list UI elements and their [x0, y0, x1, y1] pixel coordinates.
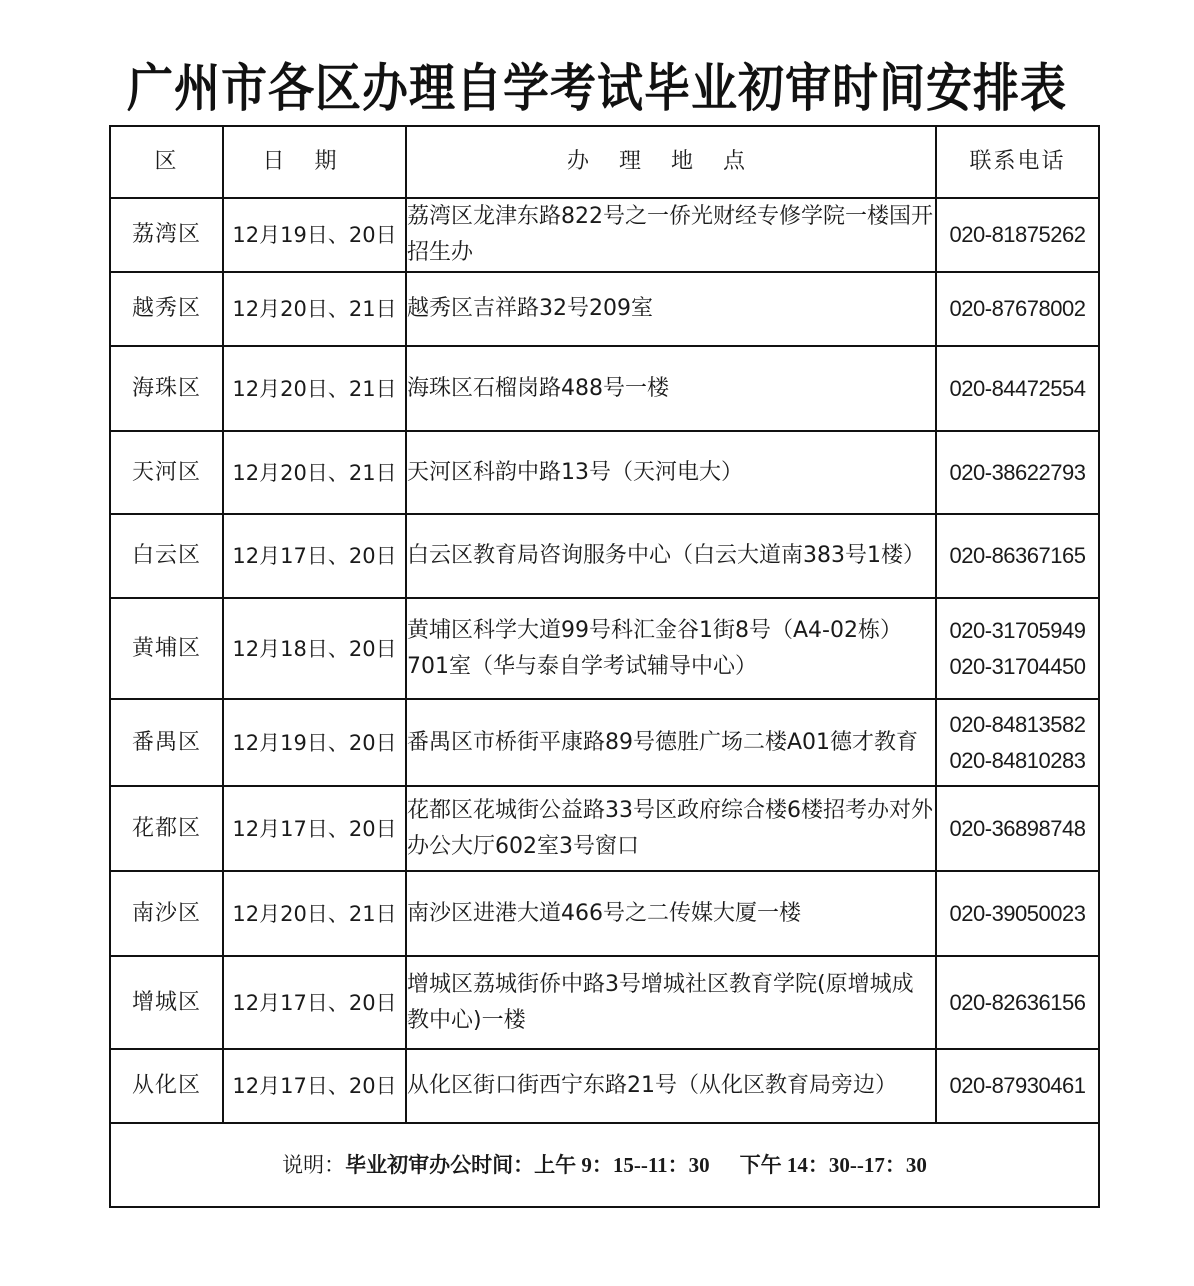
- location-cell: 天河区科韵中路13号（天河电大）: [406, 431, 936, 514]
- district-cell: 增城区: [110, 956, 223, 1049]
- date-cell: 12月17日、20日: [223, 786, 406, 871]
- table-row: [110, 346, 1099, 431]
- phone-cell: [936, 272, 1099, 346]
- phone-cell: [936, 346, 1099, 431]
- table-row: [110, 786, 1099, 871]
- location-cell: 南沙区进港大道466号之二传媒大厦一楼: [406, 871, 936, 956]
- phone-number: 020-87678002: [949, 296, 1086, 321]
- location-cell: 白云区教育局咨询服务中心（白云大道南383号1楼）: [406, 514, 936, 598]
- table-row: [110, 956, 1099, 1049]
- header-district: 区: [110, 126, 223, 198]
- location-cell: 花都区花城街公益路33号区政府综合楼6楼招考办对外办公大厅602室3号窗口: [406, 786, 936, 871]
- table-row: [110, 699, 1099, 786]
- office-hours-label: 毕业初审办公时间：: [345, 1153, 535, 1177]
- table-row: [110, 871, 1099, 956]
- phone-cell: [936, 956, 1099, 1049]
- location-cell: 荔湾区龙津东路822号之一侨光财经专修学院一楼国开招生办: [406, 198, 936, 272]
- table-row: [110, 272, 1099, 346]
- district-cell: 白云区: [110, 514, 223, 598]
- location-cell: 海珠区石榴岗路488号一楼: [406, 346, 936, 431]
- note-row: [110, 1123, 1099, 1207]
- header-date: 日期: [223, 126, 406, 198]
- phone-number: 020-36898748: [949, 815, 1086, 841]
- phone-number: 020-38622793: [949, 459, 1086, 485]
- district-cell: 南沙区: [110, 871, 223, 956]
- date-cell: 12月19日、20日: [223, 699, 406, 786]
- date-cell: 12月17日、20日: [223, 956, 406, 1049]
- table-row: [110, 198, 1099, 272]
- date-cell: 12月19日、20日: [223, 198, 406, 272]
- district-cell: 荔湾区: [110, 198, 223, 272]
- phone-cell: [936, 699, 1099, 786]
- phone-cell: [936, 871, 1099, 956]
- date-cell: 12月20日、21日: [223, 871, 406, 956]
- phone-number: 020-84810283: [949, 747, 1086, 773]
- district-cell: 海珠区: [110, 346, 223, 431]
- location-cell: 从化区街口街西宁东路21号（从化区教育局旁边）: [406, 1049, 936, 1123]
- phone-number: 020-86367165: [949, 543, 1086, 568]
- header-location: 办理地点: [406, 126, 936, 198]
- date-cell: 12月18日、20日: [223, 598, 406, 699]
- header-row: [110, 126, 1099, 198]
- district-cell: 越秀区: [110, 272, 223, 346]
- location-cell: 番禺区市桥街平康路89号德胜广场二楼A01德才教育: [406, 699, 936, 786]
- phone-cell: [936, 431, 1099, 514]
- location-cell: 黄埔区科学大道99号科汇金谷1街8号（A4-02栋）701室（华与泰自学考试辅导中心）: [406, 598, 936, 699]
- location-cell: 越秀区吉祥路32号209室: [406, 272, 936, 346]
- table-row: [110, 514, 1099, 598]
- date-cell: 12月20日、21日: [223, 272, 406, 346]
- date-cell: 12月20日、21日: [223, 346, 406, 431]
- table-row: [110, 1049, 1099, 1123]
- note-cell: [110, 1123, 1099, 1207]
- phone-number: 020-31704450: [949, 653, 1086, 679]
- district-cell: 从化区: [110, 1049, 223, 1123]
- table-row: [110, 598, 1099, 699]
- phone-cell: [936, 198, 1099, 272]
- phone-number: 020-39050023: [949, 900, 1086, 926]
- phone-number: 020-82636156: [949, 989, 1086, 1015]
- schedule-table: [109, 125, 1100, 1208]
- phone-number: 020-84472554: [949, 375, 1086, 401]
- district-cell: 番禺区: [110, 699, 223, 786]
- date-cell: 12月17日、20日: [223, 1049, 406, 1123]
- phone-number: 020-87930461: [949, 1073, 1086, 1098]
- phone-number: 020-81875262: [949, 222, 1086, 247]
- page-title: 广州市各区办理自学考试毕业初审时间安排表: [127, 58, 1067, 119]
- district-cell: 天河区: [110, 431, 223, 514]
- location-cell: 增城区荔城街侨中路3号增城社区教育学院(原增城成教中心)一楼: [406, 956, 936, 1049]
- date-cell: 12月17日、20日: [223, 514, 406, 598]
- phone-number: 020-84813582: [949, 711, 1086, 737]
- header-phone: 联系电话: [936, 126, 1099, 198]
- phone-cell: [936, 514, 1099, 598]
- note-label: 说明：: [282, 1153, 346, 1177]
- phone-cell: [936, 598, 1099, 699]
- date-cell: 12月20日、21日: [223, 431, 406, 514]
- table-row: [110, 431, 1099, 514]
- morning-hours: 上午 9：15--11：30: [534, 1153, 710, 1177]
- phone-number: 020-31705949: [949, 617, 1086, 643]
- phone-cell: [936, 1049, 1099, 1123]
- district-cell: 花都区: [110, 786, 223, 871]
- district-cell: 黄埔区: [110, 598, 223, 699]
- phone-cell: [936, 786, 1099, 871]
- afternoon-hours: 下午 14：30--17：30: [739, 1153, 927, 1177]
